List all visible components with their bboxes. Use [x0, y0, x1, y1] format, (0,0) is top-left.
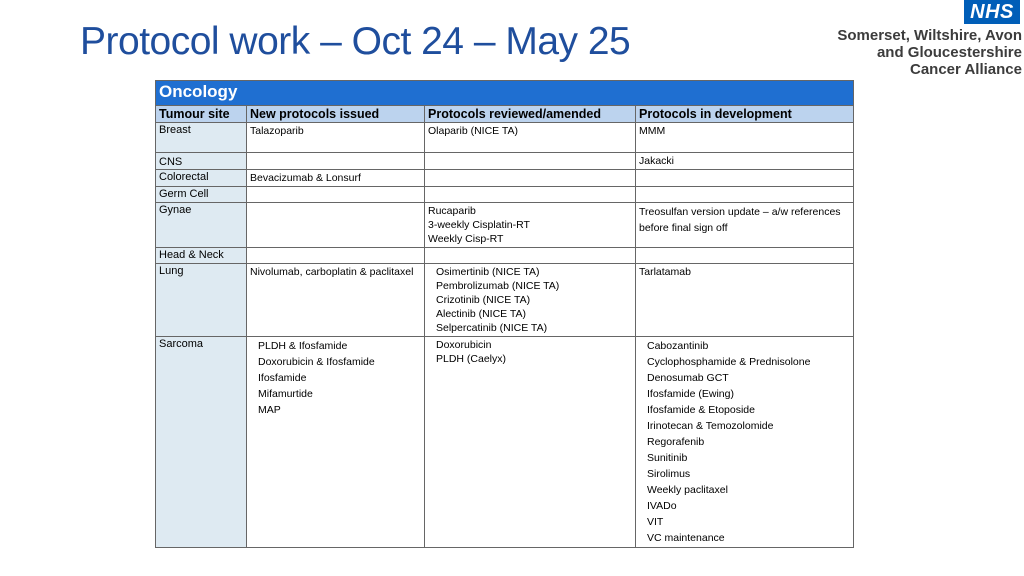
- development-protocols-cell: [636, 123, 854, 153]
- column-header-row: [156, 106, 854, 123]
- protocol-item: Sunitinib: [647, 452, 688, 464]
- protocol-item: before final sign off: [639, 222, 728, 234]
- protocol-item: Cyclophosphamide & Prednisolone: [647, 356, 811, 368]
- protocol-item: Osimertinib (NICE TA): [436, 266, 540, 278]
- tumour-site-cell: Germ Cell: [156, 187, 247, 203]
- section-header-row: [156, 81, 854, 106]
- protocol-item: PLDH & Ifosfamide: [258, 340, 348, 352]
- column-header: New protocols issued: [247, 106, 425, 123]
- tumour-site-cell: Breast: [156, 123, 247, 153]
- protocol-item: PLDH (Caelyx): [436, 353, 507, 365]
- cancer-alliance-logo: [818, 0, 1024, 80]
- development-protocols-cell: [636, 264, 854, 337]
- protocol-item: Weekly paclitaxel: [647, 484, 728, 496]
- protocol-item: Olaparib (NICE TA): [428, 125, 519, 137]
- reviewed-protocols-cell: [425, 170, 636, 187]
- reviewed-protocols-cell: [425, 264, 636, 337]
- table-row: [156, 248, 854, 264]
- development-protocols-cell: [636, 337, 854, 548]
- new-protocols-cell: [247, 187, 425, 203]
- protocol-item: VIT: [647, 516, 664, 528]
- logo-line: Cancer Alliance: [910, 61, 1022, 78]
- nhs-logo-badge: NHS: [964, 0, 1020, 24]
- protocol-item: Talazoparib: [250, 125, 304, 137]
- tumour-site-cell: Lung: [156, 264, 247, 337]
- tumour-site-cell: Sarcoma: [156, 337, 247, 548]
- section-title: Oncology: [156, 81, 854, 106]
- protocol-item: MAP: [258, 404, 281, 416]
- protocol-item: IVADo: [647, 500, 677, 512]
- column-header: Protocols reviewed/amended: [425, 106, 636, 123]
- column-header: Tumour site: [156, 106, 247, 123]
- protocol-item: Tarlatamab: [639, 266, 691, 278]
- development-protocols-cell: [636, 170, 854, 187]
- protocol-item: MMM: [639, 125, 666, 137]
- protocol-item: Sirolimus: [647, 468, 691, 480]
- tumour-site-cell: Colorectal: [156, 170, 247, 187]
- protocol-item: Alectinib (NICE TA): [436, 308, 527, 320]
- protocol-item: Irinotecan & Temozolomide: [647, 420, 774, 432]
- reviewed-protocols-cell: [425, 123, 636, 153]
- table-row: [156, 123, 854, 153]
- table-row: [156, 153, 854, 170]
- protocol-table: [155, 80, 854, 548]
- protocol-item: Nivolumab, carboplatin & paclitaxel: [250, 266, 414, 278]
- protocol-item: Doxorubicin: [436, 339, 492, 351]
- table-row: [156, 187, 854, 203]
- protocol-item: Bevacizumab & Lonsurf: [250, 172, 361, 184]
- table-row: [156, 337, 854, 548]
- tumour-site-cell: Gynae: [156, 203, 247, 248]
- protocol-item: Treosulfan version update – a/w references: [639, 206, 841, 218]
- column-header: Protocols in development: [636, 106, 854, 123]
- protocol-item: Ifosfamide & Etoposide: [647, 404, 755, 416]
- protocol-item: Rucaparib: [428, 205, 476, 217]
- protocol-item: Cabozantinib: [647, 340, 709, 352]
- protocol-item: Denosumab GCT: [647, 372, 729, 384]
- protocol-item: Doxorubicin & Ifosfamide: [258, 356, 375, 368]
- protocol-item: VC maintenance: [647, 532, 725, 544]
- development-protocols-cell: [636, 248, 854, 264]
- development-protocols-cell: [636, 203, 854, 248]
- protocol-item: Mifamurtide: [258, 388, 313, 400]
- tumour-site-cell: CNS: [156, 153, 247, 170]
- development-protocols-cell: [636, 153, 854, 170]
- new-protocols-cell: [247, 123, 425, 153]
- new-protocols-cell: [247, 153, 425, 170]
- protocol-item: Crizotinib (NICE TA): [436, 294, 531, 306]
- tumour-site-cell: Head & Neck: [156, 248, 247, 264]
- protocol-item: Ifosfamide (Ewing): [647, 388, 734, 400]
- new-protocols-cell: [247, 203, 425, 248]
- table-row: [156, 170, 854, 187]
- protocol-item: Weekly Cisp-RT: [428, 233, 504, 245]
- protocol-item: Selpercatinib (NICE TA): [436, 322, 548, 334]
- logo-line: and Gloucestershire: [876, 44, 1022, 61]
- table-row: [156, 264, 854, 337]
- reviewed-protocols-cell: [425, 187, 636, 203]
- protocol-item: Jakacki: [639, 155, 675, 167]
- reviewed-protocols-cell: [425, 153, 636, 170]
- page-title: Protocol work – Oct 24 – May 25: [80, 20, 631, 63]
- reviewed-protocols-cell: [425, 203, 636, 248]
- new-protocols-cell: [247, 337, 425, 548]
- table-row: [156, 203, 854, 248]
- reviewed-protocols-cell: [425, 337, 636, 548]
- protocol-item: Ifosfamide: [258, 372, 307, 384]
- new-protocols-cell: [247, 264, 425, 337]
- logo-line: Somerset, Wiltshire, Avon: [837, 27, 1022, 44]
- protocol-item: 3-weekly Cisplatin-RT: [428, 219, 530, 231]
- protocol-item: Regorafenib: [647, 436, 705, 448]
- new-protocols-cell: [247, 248, 425, 264]
- protocol-item: Pembrolizumab (NICE TA): [436, 280, 560, 292]
- new-protocols-cell: [247, 170, 425, 187]
- development-protocols-cell: [636, 187, 854, 203]
- reviewed-protocols-cell: [425, 248, 636, 264]
